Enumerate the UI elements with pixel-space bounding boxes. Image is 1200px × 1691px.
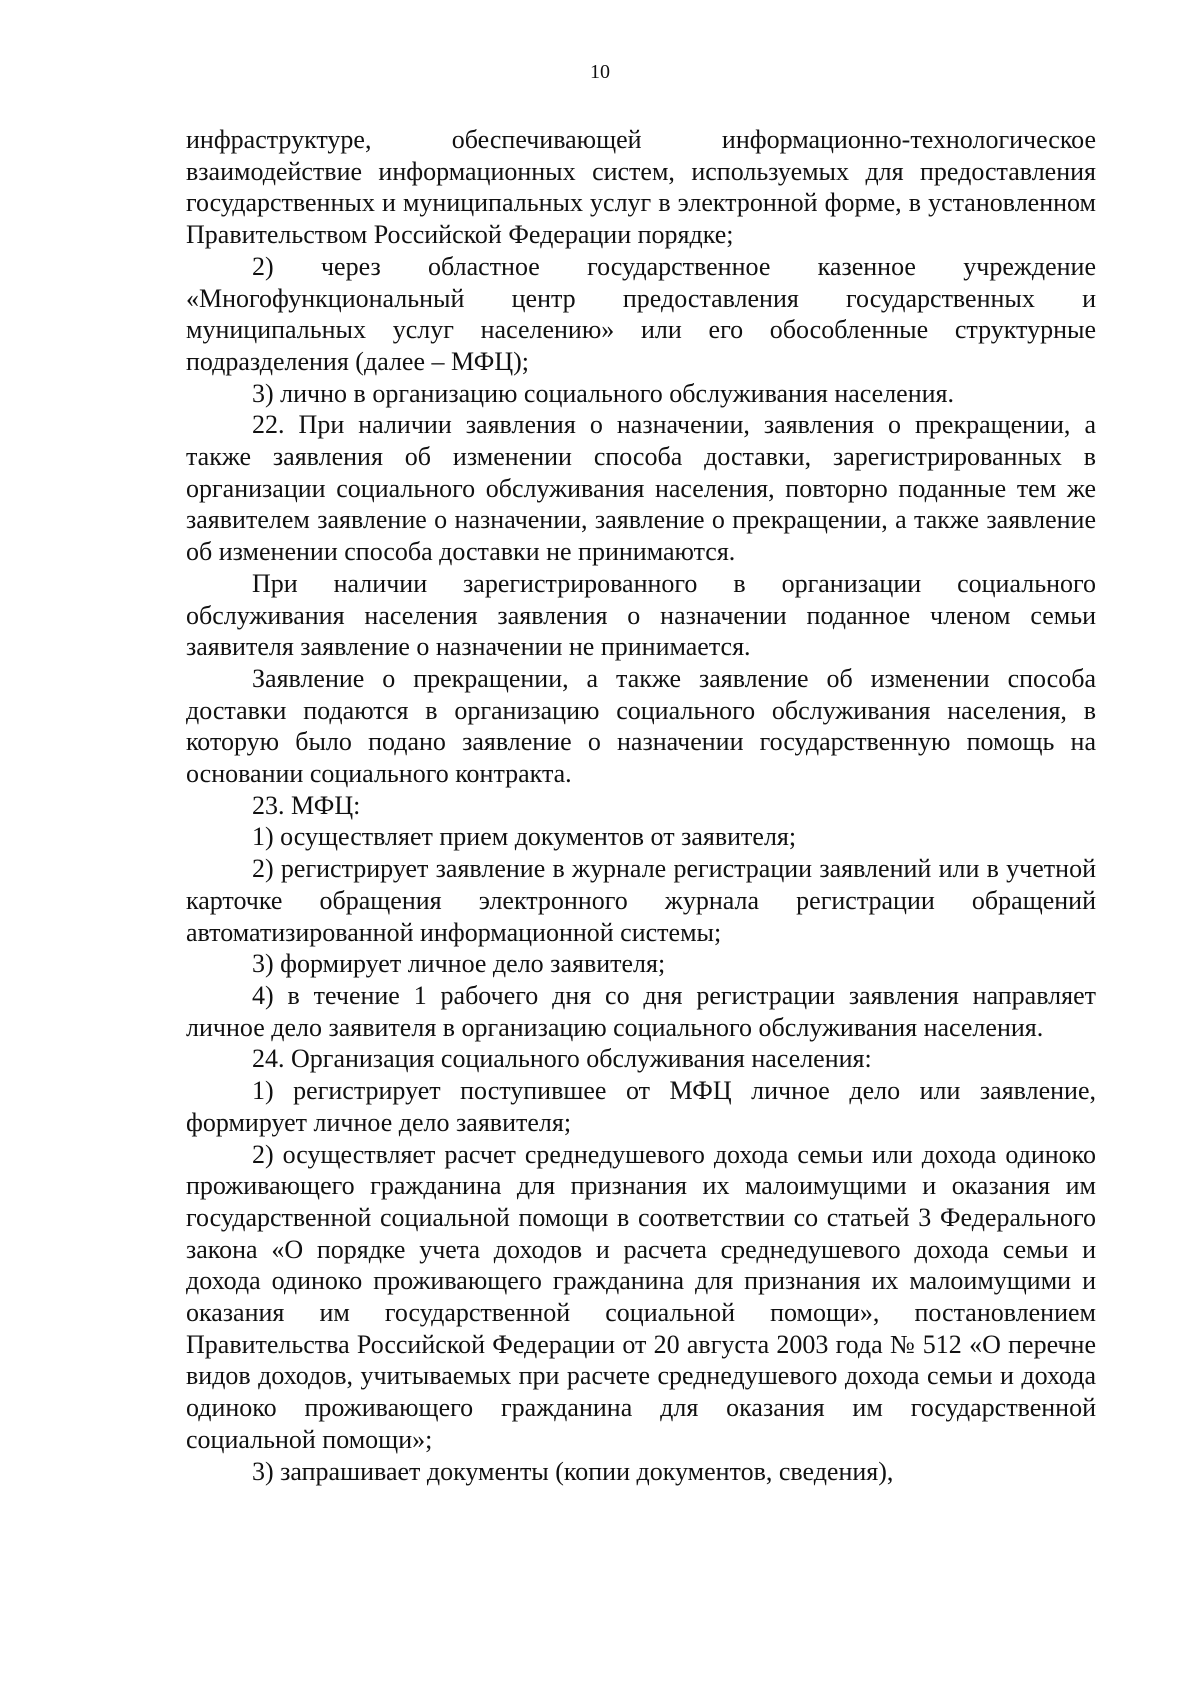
paragraph: 24. Организация социального обслуживания населения:: [252, 1044, 872, 1074]
paragraph: 22. При наличии заявления о назначении, заявления о прекращении, а также заявления об изменении способа доставки, зарегистрированных в организации социального обслуживания населения, повторно поданные тем же заявителем заявление о назначении, заявление о прекращении, а также заявление об изменении способа доставки не принимаются.: [186, 410, 1096, 567]
paragraph: 23. МФЦ:: [252, 790, 361, 820]
paragraph: инфраструктуре, обеспечивающей информационно-технологическое взаимодействие информационных систем, используемых для предоставления государственных и муниципальных услуг в электронной форме, в установленном Правительством Российской Федерации порядке;: [186, 125, 1096, 250]
paragraph: 4) в течение 1 рабочего дня со дня регистрации заявления направляет личное дело заявителя в организацию социального обслуживания населения.: [186, 980, 1096, 1042]
paragraph: 2) осуществляет расчет среднедушевого дохода семьи или дохода одиноко проживающего гражданина для признания их малоимущими и оказания им государственной социальной помощи в соответствии со статьей 3 Федерального закона «О порядке учета доходов и расчета среднедушевого дохода семьи и дохода одиноко проживающего гражданина для признания их малоимущими и оказания им государственной социальной помощи», постановлением Правительства Российской Федерации от 20 августа 2003 года № 512 «О перечне видов доходов, учитываемых при расчете среднедушевого дохода семьи и дохода одиноко проживающего гражданина для оказания им государственной социальной помощи»;: [186, 1139, 1096, 1454]
document-body: [186, 124, 1096, 1487]
paragraph: 1) осуществляет прием документов от заявителя;: [252, 822, 797, 852]
paragraph: 1) регистрирует поступившее от МФЦ личное дело или заявление, формирует личное дело заявителя;: [186, 1076, 1096, 1137]
paragraph: 2) через областное государственное казенное учреждение «Многофункциональный центр предоставления государственных и муниципальных услуг населению» или его обособленные структурные подразделения (далее – МФЦ);: [186, 251, 1096, 376]
paragraph: 2) регистрирует заявление в журнале регистрации заявлений или в учетной карточке обращения электронного журнала регистрации обращений автоматизированной информационной системы;: [186, 854, 1096, 947]
paragraph: 3) запрашивает документы (копии документов, сведения),: [252, 1456, 894, 1486]
paragraph: Заявление о прекращении, а также заявление об изменении способа доставки подаются в организацию социального обслуживания населения, в которую было подано заявление о назначении государственную помощь на основании социального контракта.: [186, 663, 1096, 789]
paragraph: При наличии зарегистрированного в организации социального обслуживания населения заявления о назначении поданное членом семьи заявителя заявление о назначении не принимается.: [186, 568, 1096, 662]
page-number: 10: [590, 61, 610, 83]
paragraph: 3) лично в организацию социального обслуживания населения.: [252, 378, 954, 408]
paragraph: 3) формирует личное дело заявителя;: [252, 949, 666, 979]
